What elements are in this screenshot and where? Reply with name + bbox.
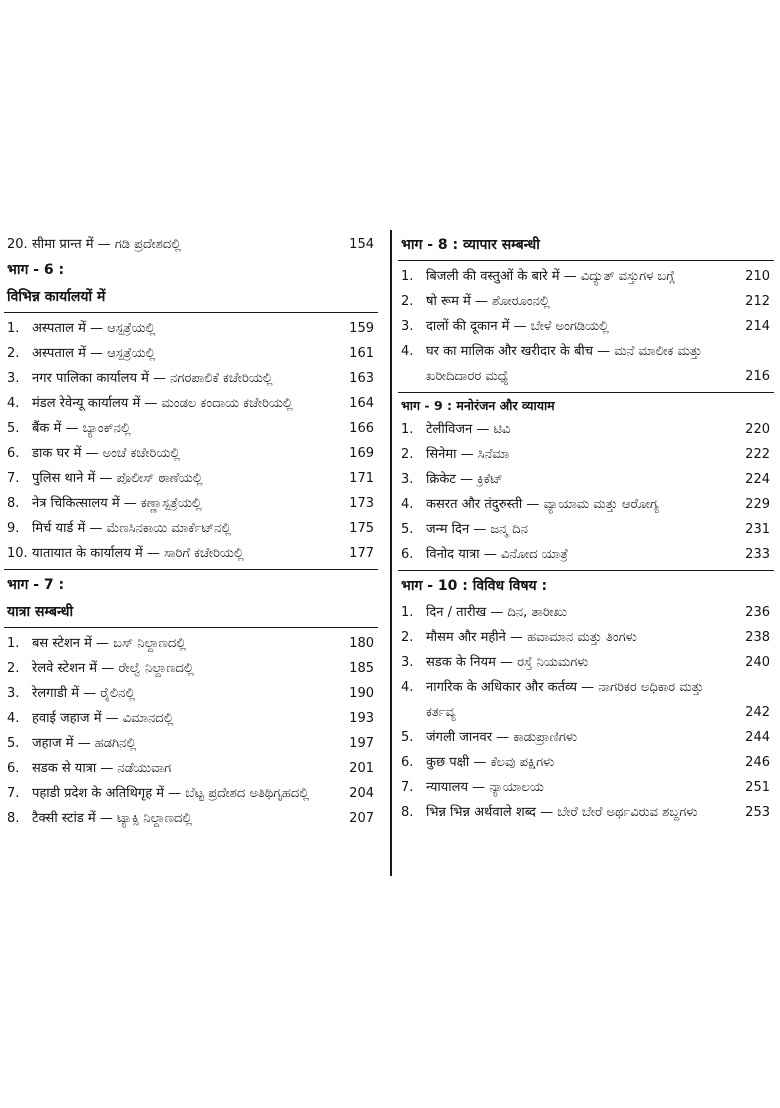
- toc-entry: [398, 442, 774, 467]
- entry-title: दिन / तारीख — ದಿನ, ತಾರೀಖು: [426, 605, 568, 620]
- entry-page: 207: [349, 811, 374, 826]
- entry-number: 8.: [7, 496, 20, 511]
- toc-entry: [398, 339, 774, 389]
- entry-number: 2.: [401, 294, 414, 309]
- entry-title: जंगली जानवर — ಕಾಡುಪ್ರಾಣಿಗಳು: [426, 730, 578, 745]
- part-10-heading: भाग - 10 : विविध विषय :: [401, 578, 548, 594]
- entry-title: विनोद यात्रा — ವಿನೋದ ಯಾತ್ರೆ: [426, 547, 569, 562]
- toc-right-column: [398, 232, 774, 825]
- toc-entry: [4, 681, 378, 706]
- part-9-list: [398, 417, 774, 567]
- toc-entry: [398, 650, 774, 675]
- part-8-heading: भाग - 8 : व्यापार सम्बन्धी: [398, 232, 774, 261]
- entry-number: 4.: [7, 711, 20, 726]
- part-7-subheading: यात्रा सम्बन्धी: [4, 599, 378, 628]
- toc-entry: [398, 517, 774, 542]
- toc-entry: [4, 656, 378, 681]
- entry-number: 8.: [401, 805, 414, 820]
- entry-number: 1.: [401, 605, 414, 620]
- entry-title: दालों की दूकान में — ಬೇಳೆ ಅಂಗಡಿಯಲ್ಲಿ: [426, 319, 609, 334]
- entry-number: 7.: [401, 780, 414, 795]
- section-divider: [4, 569, 378, 570]
- entry-page: 222: [745, 447, 770, 462]
- entry-number: 5.: [401, 730, 414, 745]
- toc-entry: [4, 806, 378, 831]
- entry-page: 190: [349, 686, 374, 701]
- entry-number: 3.: [401, 472, 414, 487]
- column-divider: [390, 230, 392, 876]
- entry-page: 166: [349, 421, 374, 436]
- entry-title: मंडल रेवेन्यू कार्यालय में — ಮಂಡಲ ಕಂದಾಯ ಕಚೇರಿಯಲ್ಲಿ: [32, 396, 293, 411]
- toc-entry: [398, 417, 774, 442]
- entry-title: पुलिस थाने में — ಪೊಲೀಸ್ ಠಾಣೆಯಲ್ಲಿ: [32, 471, 203, 486]
- entry-number: 6.: [7, 446, 20, 461]
- entry-number: 3.: [401, 319, 414, 334]
- entry-page: 204: [349, 786, 374, 801]
- entry-title: कसरत और तंदुरुस्ती — ವ್ಯಾಯಾಮ ಮತ್ತು ಆರೋಗ್ಯ: [426, 497, 659, 512]
- toc-entry: [398, 264, 774, 289]
- entry-page: 244: [745, 730, 770, 745]
- toc-entry: [398, 625, 774, 650]
- toc-left-column: [4, 232, 378, 831]
- entry-title: मिर्च यार्ड में — ಮೆಣಸಿನಕಾಯಿ ಮಾರ್ಕೆಟ್‌ನಲ್ಲಿ: [32, 521, 232, 536]
- toc-entry: [398, 289, 774, 314]
- toc-entry: [398, 675, 774, 725]
- entry-page: 175: [349, 521, 374, 536]
- entry-page: 159: [349, 321, 374, 336]
- entry-number: 1.: [401, 422, 414, 437]
- entry-number: 1.: [401, 269, 414, 284]
- entry-title: पहाडी प्रदेश के अतिथिगृह में — ಬೆಟ್ಟ ಪ್ರದೇಶದ ಅತಿಥಿಗೃಹದಲ್ಲಿ: [32, 786, 310, 801]
- entry-page: 169: [349, 446, 374, 461]
- entry-page: 210: [745, 269, 770, 284]
- entry-title: षो रूम में — ಶೋರೂಂನಲ್ಲಿ: [426, 294, 550, 309]
- entry-number: 3.: [401, 655, 414, 670]
- entry-number: 3.: [7, 371, 20, 386]
- entry-page: 214: [745, 319, 770, 334]
- part-6-list: [4, 316, 378, 566]
- part-6-heading: भाग - 6 :: [7, 262, 65, 278]
- toc-entry: [4, 756, 378, 781]
- entry-title: रेलवे स्टेशन में — ರೇಲ್ವೆ ನಿಲ್ದಾಣದಲ್ಲಿ: [32, 661, 194, 676]
- entry-page: 224: [745, 472, 770, 487]
- entry-page: 212: [745, 294, 770, 309]
- entry-title: अस्पताल में — ಆಸ್ಪತ್ರೆಯಲ್ಲಿ: [32, 346, 156, 361]
- entry-page: 197: [349, 736, 374, 751]
- entry-number: 20.: [7, 237, 28, 252]
- toc-entry: [398, 725, 774, 750]
- entry-page: 246: [745, 755, 770, 770]
- entry-number: 3.: [7, 686, 20, 701]
- part-7-list: [4, 631, 378, 831]
- entry-title: सीमा प्रान्त में — ಗಡಿ ಪ್ರದೇಶದಲ್ಲಿ: [32, 237, 182, 252]
- entry-number: 4.: [401, 680, 414, 695]
- part-7-heading: भाग - 7 :: [7, 577, 65, 593]
- entry-number: 7.: [7, 471, 20, 486]
- entry-number: 10.: [7, 546, 28, 561]
- toc-entry: [4, 706, 378, 731]
- toc-entry: [4, 631, 378, 656]
- entry-page: 193: [349, 711, 374, 726]
- toc-entry: [398, 314, 774, 339]
- toc-entry: [398, 492, 774, 517]
- toc-entry: [398, 600, 774, 625]
- entry-number: 6.: [401, 547, 414, 562]
- entry-page: 177: [349, 546, 374, 561]
- entry-page: 164: [349, 396, 374, 411]
- entry-page: 173: [349, 496, 374, 511]
- entry-title: बिजली की वस्तुओं के बारे में — ವಿದ್ಯುತ್ ವಸ್ತುಗಳ ಬಗ್ಗೆ: [426, 269, 675, 284]
- toc-entry: [398, 542, 774, 567]
- entry-title: नेत्र चिकित्सालय में — ಕಣ್ಣಾಸ್ಪತ್ರೆಯಲ್ಲಿ: [32, 496, 202, 511]
- part-6-subheading: विभिन्न कार्यालयों में: [4, 284, 378, 313]
- part-10-list: [398, 600, 774, 825]
- entry-title: टेलीविजन — ಟಿವಿ: [426, 422, 511, 437]
- entry-page: 171: [349, 471, 374, 486]
- toc-entry: [4, 341, 378, 366]
- toc-entry: [398, 750, 774, 775]
- entry-title: जन्म दिन — ಜನ್ಮ ದಿನ: [426, 522, 528, 537]
- entry-page: 242: [745, 705, 770, 720]
- entry-page: 163: [349, 371, 374, 386]
- toc-entry: [4, 316, 378, 341]
- entry-title: न्यायालय — ನ್ಯಾಯಾಲಯ: [426, 780, 544, 795]
- entry-title: कुछ पक्षी — ಕೆಲವು ಪಕ್ಷಿಗಳು: [426, 755, 555, 770]
- toc-entry: [398, 775, 774, 800]
- entry-page: 229: [745, 497, 770, 512]
- entry-number: 7.: [7, 786, 20, 801]
- entry-number: 4.: [401, 497, 414, 512]
- entry-title: नागरिक के अधिकार और कर्तव्य — ನಾಗರಿಕರ ಅಧಿಕಾರ ಮತ್ತು ಕರ್ತವ್ಯ: [426, 680, 704, 720]
- entry-title: घर का मालिक और खरीदार के बीच — ಮನೆ ಮಾಲೀಕ ಮತ್ತು ಖರೀದಿದಾರರ ಮಧ್ಯೆ: [426, 344, 702, 384]
- entry-title: डाक घर में — ಅಂಚೆ ಕಚೇರಿಯಲ್ಲಿ: [32, 446, 181, 461]
- entry-title: रेलगाडी में — ರೈಲಿನಲ್ಲಿ: [32, 686, 136, 701]
- entry-page: 231: [745, 522, 770, 537]
- entry-page: 236: [745, 605, 770, 620]
- entry-number: 8.: [7, 811, 20, 826]
- entry-title: अस्पताल में — ಆಸ್ಪತ್ರೆಯಲ್ಲಿ: [32, 321, 156, 336]
- entry-title: टैक्सी स्टांड में — ಟ್ಯಾಕ್ಸಿ ನಿಲ್ದಾಣದಲ್ಲಿ: [32, 811, 193, 826]
- entry-title: जहाज में — ಹಡಗಿನಲ್ಲಿ: [32, 736, 137, 751]
- entry-page: 253: [745, 805, 770, 820]
- entry-number: 2.: [401, 447, 414, 462]
- entry-page: 154: [349, 237, 374, 252]
- toc-entry: [4, 391, 378, 416]
- entry-page: 233: [745, 547, 770, 562]
- toc-entry: [4, 781, 378, 806]
- toc-entry: [4, 232, 378, 257]
- entry-number: 6.: [7, 761, 20, 776]
- section-divider: [398, 392, 774, 393]
- entry-number: 5.: [7, 421, 20, 436]
- entry-page: 161: [349, 346, 374, 361]
- entry-title: सडक से यात्रा — ನಡೆಯುವಾಗ: [32, 761, 172, 776]
- entry-page: 201: [349, 761, 374, 776]
- entry-number: 1.: [7, 321, 20, 336]
- entry-number: 9.: [7, 521, 20, 536]
- entry-number: 5.: [7, 736, 20, 751]
- entry-title: बस स्टेशन में — ಬಸ್ ನಿಲ್ದಾಣದಲ್ಲಿ: [32, 636, 187, 651]
- entry-page: 240: [745, 655, 770, 670]
- part-9-heading: भाग - 9 : मनोरंजन और व्यायाम: [401, 398, 555, 413]
- toc-entry: [4, 366, 378, 391]
- entry-number: 5.: [401, 522, 414, 537]
- toc-entry: [4, 416, 378, 441]
- entry-page: 220: [745, 422, 770, 437]
- entry-title: भिन्न भिन्न अर्थवाले शब्द — ಬೇರೆ ಬೇರೆ ಅರ್ಥವಿರುವ ಶಬ್ದಗಳು: [426, 805, 698, 820]
- entry-title: क्रिकेट — ಕ್ರಿಕೆಟ್: [426, 472, 503, 487]
- toc-entry: [398, 800, 774, 825]
- toc-entry: [4, 466, 378, 491]
- toc-entry: [4, 541, 378, 566]
- entry-number: 4.: [7, 396, 20, 411]
- entry-number: 2.: [7, 661, 20, 676]
- entry-number: 6.: [401, 755, 414, 770]
- entry-title: यातायात के कार्यालय में — ಸಾರಿಗೆ ಕಚೇರಿಯಲ್ಲಿ: [32, 546, 244, 561]
- entry-title: मौसम और महीने — ಹವಾಮಾನ ಮತ್ತು ತಿಂಗಳು: [426, 630, 637, 645]
- entry-title: बैंक में — ಬ್ಯಾಂಕ್‌ನಲ್ಲಿ: [32, 421, 131, 436]
- entry-page: 185: [349, 661, 374, 676]
- entry-number: 1.: [7, 636, 20, 651]
- toc-entry: [4, 516, 378, 541]
- entry-number: 2.: [7, 346, 20, 361]
- entry-title: सडक के नियम — ರಸ್ತೆ ನಿಯಮಗಳು: [426, 655, 589, 670]
- entry-page: 238: [745, 630, 770, 645]
- toc-entry: [4, 441, 378, 466]
- entry-page: 251: [745, 780, 770, 795]
- entry-title: नगर पालिका कार्यालय में — ನಗರಪಾಲಿಕೆ ಕಚೇರಿಯಲ್ಲಿ: [32, 371, 273, 386]
- toc-entry: [4, 731, 378, 756]
- part-8-list: [398, 264, 774, 389]
- entry-title: हवाई जहाज में — ವಿಮಾನದಲ್ಲಿ: [32, 711, 174, 726]
- toc-entry: [4, 491, 378, 516]
- entry-title: सिनेमा — ಸಿನೆಮಾ: [426, 447, 510, 462]
- entry-page: 216: [745, 369, 770, 384]
- entry-number: 2.: [401, 630, 414, 645]
- section-divider: [398, 570, 774, 571]
- toc-entry: [398, 467, 774, 492]
- entry-number: 4.: [401, 344, 414, 359]
- entry-page: 180: [349, 636, 374, 651]
